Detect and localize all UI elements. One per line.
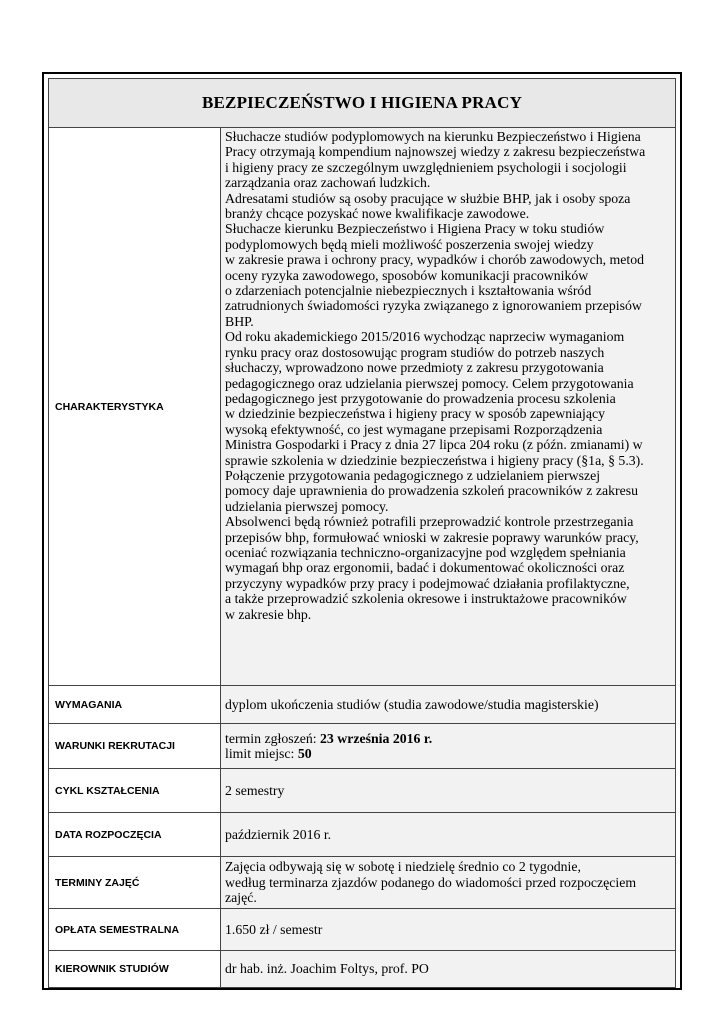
text-line: Od roku akademickiego 2015/2016 wychodząc naprzeciw wymaganiom xyxy=(225,329,625,345)
text-line: oceny ryzyka zawodowego, sposobów komunikacji pracowników xyxy=(225,267,589,283)
kierownik-text: dr hab. inż. Joachim Foltys, prof. PO xyxy=(225,961,429,977)
text-line: podyplomowych będą mieli możliwość poszerzenia swojej wiedzy xyxy=(225,236,594,252)
text-line: Słuchacze kierunku Bezpieczeństwo i Higiena Pracy w toku studiów xyxy=(225,221,605,237)
text-line: i higieny pracy ze szczególnym uwzględnieniem psychologii i socjologii xyxy=(225,159,627,175)
text-line: BHP. xyxy=(225,313,254,329)
text-line: Ministra Gospodarki i Pracy z dnia 27 lipca 204 roku (z późn. zmianami) w xyxy=(225,437,643,453)
text-line: przyczyny wypadków przy pracy i podejmować działania profilaktyczne, xyxy=(225,575,630,591)
row-terminy-zajec xyxy=(48,857,676,909)
page-title: BEZPIECZEŃSTWO I HIGIENA PRACY xyxy=(201,93,523,112)
text-line: Adresatami studiów są osoby pracujące w służbie BHP, jak i osoby spoza xyxy=(225,190,631,206)
value-kierownik-studiow xyxy=(221,951,675,987)
deadline-prefix: termin zgłoszeń: xyxy=(225,730,321,746)
text-line: wymagań bhp oraz ergonomii, badać i dokumentować okoliczności oraz xyxy=(225,560,625,576)
limit-prefix: limit miejsc: xyxy=(225,746,298,761)
value-terminy-zajec xyxy=(221,857,675,908)
value-data-rozpoczecia xyxy=(221,813,675,856)
text-line: Pracy otrzymają kompendium najnowszej wiedzy z zakresu bezpieczeństwa xyxy=(225,144,646,160)
info-table xyxy=(48,128,676,984)
value-warunki-rekrutacji xyxy=(221,724,675,768)
row-oplata-semestralna xyxy=(48,909,676,951)
row-charakterystyka xyxy=(48,128,676,686)
text-line: udzielania pierwszej pomocy. xyxy=(225,498,389,514)
value-oplata-semestralna xyxy=(221,909,675,950)
text-line: Słuchacze studiów podyplomowych na kierunku Bezpieczeństwo i Higiena xyxy=(225,129,641,144)
text-line: w dziedzinie bezpieczeństwa i higieny pracy w sposób zapewniający xyxy=(225,406,606,422)
value-cykl-ksztalcenia xyxy=(221,769,675,812)
data-text: październik 2016 r. xyxy=(225,826,332,842)
text-line: zatrudnionych świadomości ryzyka związanego z ignorowaniem przepisów xyxy=(225,298,642,314)
label-oplata-semestralna: OPŁATA SEMESTRALNA xyxy=(49,909,221,950)
label-cykl-ksztalcenia: CYKL KSZTAŁCENIA xyxy=(49,769,221,812)
label-kierownik-studiow: KIEROWNIK STUDIÓW xyxy=(49,951,221,987)
deadline-line xyxy=(225,731,671,746)
wymagania-text: dyplom ukończenia studiów (studia zawodowe/studia magisterskie) xyxy=(225,696,599,712)
text-line: zajęć. xyxy=(225,890,257,906)
text-line: wysoką efektywność, co jest wymagane przepisami Rozporządzenia xyxy=(225,421,603,437)
value-wymagania xyxy=(221,686,675,723)
text-line: pomocy daje uprawnienia do prowadzenia szkoleń pracowników z zakresu xyxy=(225,483,638,499)
text-line: o zdarzeniach potencjalnie niebezpiecznych i kształtowania wśród xyxy=(225,283,592,299)
text-line: Zajęcia odbywają się w sobotę i niedzielę średnio co 2 tygodnie, xyxy=(225,859,581,875)
text-line: oceniać rozwiązania techniczno-organizacyjne pod względem spełniania xyxy=(225,544,626,560)
text-line: pedagogicznego jest przygotowanie do prowadzenia procesu szkolenia xyxy=(225,390,616,406)
row-cykl-ksztalcenia xyxy=(48,769,676,813)
limit-value: 50 xyxy=(297,746,312,761)
label-warunki-rekrutacji: WARUNKI REKRUTACJI xyxy=(49,724,221,768)
text-line: zarządzania oraz zachowań ludzkich. xyxy=(225,175,431,191)
text-line: sprawie szkolenia w dziedzinie bezpieczeństwa i higieny pracy (§1a, § 5.3). xyxy=(225,452,644,468)
text-line: a także przeprowadzić szkolenia okresowe i instruktażowe pracowników xyxy=(225,591,627,607)
text-line: w zakresie prawa i ochrony pracy, wypadków i chorób zawodowych, metod xyxy=(225,252,644,268)
label-charakterystyka: CHARAKTERYSTYKA xyxy=(49,128,221,685)
text-line: Absolwenci będą również potrafili przeprowadzić kontrole przestrzegania xyxy=(225,514,634,530)
text-line: rynku pracy oraz dostosowując program studiów do potrzeb naszych xyxy=(225,344,605,360)
text-line: branży chcące pozyskać nowe kwalifikacje zawodowe. xyxy=(225,206,530,222)
text-line: według terminarza zjazdów podanego do wiadomości przed rozpoczęciem xyxy=(225,874,637,890)
document-frame xyxy=(42,72,682,990)
text-line: pedagogicznego oraz udzielania pierwszej pomocy. Celem przygotowania xyxy=(225,375,634,391)
deadline-date: 23 września 2016 r. xyxy=(320,730,433,746)
oplata-text: 1.650 zł / semestr xyxy=(225,921,323,937)
value-charakterystyka xyxy=(221,128,675,685)
row-data-rozpoczecia xyxy=(48,813,676,857)
limit-line xyxy=(225,746,671,761)
row-kierownik-studiow xyxy=(48,951,676,988)
title-header xyxy=(48,78,676,128)
row-wymagania xyxy=(48,686,676,724)
label-data-rozpoczecia: DATA ROZPOCZĘCIA xyxy=(49,813,221,856)
text-line: słuchaczy, wprowadzono nowe przedmioty z zakresu przygotowania xyxy=(225,360,604,376)
text-line: przepisów bhp, formułować wnioski w zakresie poprawy warunków pracy, xyxy=(225,529,639,545)
row-warunki-rekrutacji xyxy=(48,724,676,769)
text-line: Połączenie przygotowania pedagogicznego z udzielaniem pierwszej xyxy=(225,467,601,483)
label-terminy-zajec: TERMINY ZAJĘĆ xyxy=(49,857,221,908)
text-line: w zakresie bhp. xyxy=(225,606,312,622)
label-wymagania: WYMAGANIA xyxy=(49,686,221,723)
cykl-text: 2 semestry xyxy=(225,782,285,798)
